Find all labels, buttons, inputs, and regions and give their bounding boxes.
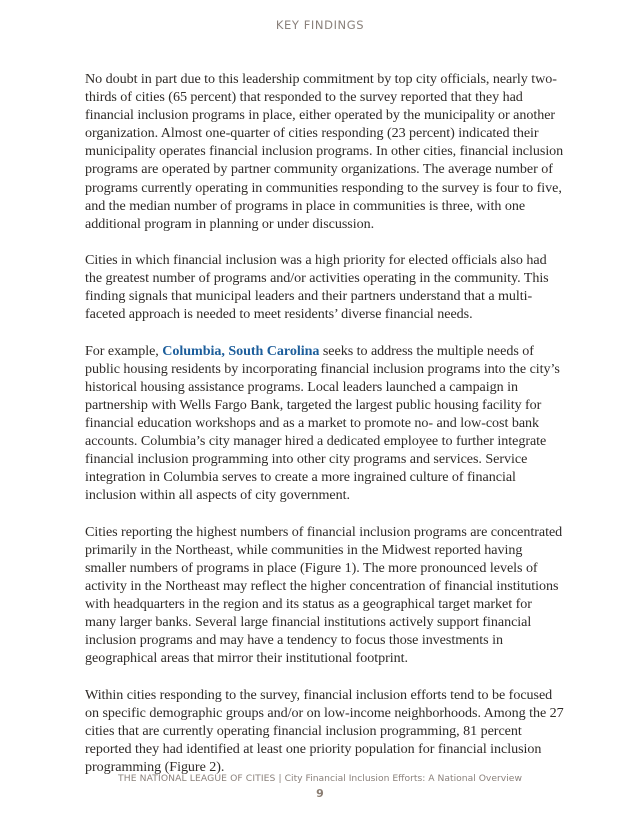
paragraph-5: Within cities responding to the survey, financial inclusion efforts tend to be focused on specific demographic groups and/or on low-income neighborhoods. Among the 27 cities that are currently operating financial inclusion programming, 81 percent reported they had identified at least one priority population for financial inclusion programming (Figure 2). [85,686,564,775]
page-footer [0,773,640,784]
page-number: 9 [316,787,324,800]
paragraph-3-suffix: seeks to address the multiple needs of public housing residents by incorporating financial inclusion programs into the city’s historical housing assistance programs. Local leaders launched a campaign in partnership with Wells Fargo Bank, targeted the largest public housing facility for financial education workshops and as a market to promote no- and low-cost bank accounts. Columbia’s city manager hired a dedicated employee to further integrate financial inclusion programming into other city programs and services. Service integration in Columbia serves to create a more ingrained culture of financial inclusion within all aspects of city government. [85,342,560,504]
footer-separator: | [278,773,282,784]
paragraph-2: Cities in which financial inclusion was a high priority for elected officials also had the greatest number of programs and/or activities operating in the community. This finding signals that municipal leaders and their partners understand that a multi-faceted approach is needed to meet residents’ diverse financial needs. [85,252,549,323]
paragraph-3-prefix: For example, [85,342,163,359]
city-highlight-columbia: Columbia, South Carolina [162,342,320,359]
paragraph-4: Cities reporting the highest numbers of financial inclusion programs are concentrated primarily in the Northeast, while communities in the Midwest reported having smaller numbers of programs in place (Figure 1). The more pronounced levels of activity in the Northeast may reflect the higher concentration of financial institutions with headquarters in the region and its status as a geographical target market for many larger banks. Several large financial institutions actively support financial inclusion programs and may have a tendency to focus those investments in geographical areas that mirror their institutional footprint. [85,523,563,667]
section-header: KEY FINDINGS [275,18,365,32]
body-text [85,70,565,794]
footer-publication-title: City Financial Inclusion Efforts: A National Overview [284,773,522,784]
paragraph-3 [85,342,565,505]
footer-organization: THE NATIONAL LEAGUE OF CITIES [118,773,276,784]
paragraph-1: No doubt in part due to this leadership commitment by top city officials, nearly two-thirds of cities (65 percent) that responded to the survey reported that they had financial inclusion programs in place, either operated by the municipality or another organization. Almost one-quarter of cities responding (23 percent) indicated their municipality operates financial inclusion programs. In other cities, financial inclusion programs are operated by partner community organizations. The average number of programs currently operating in communities responding to the survey is four to five, and the median number of programs in place in communities is three, with one additional program in planning or under discussion. [85,71,564,232]
